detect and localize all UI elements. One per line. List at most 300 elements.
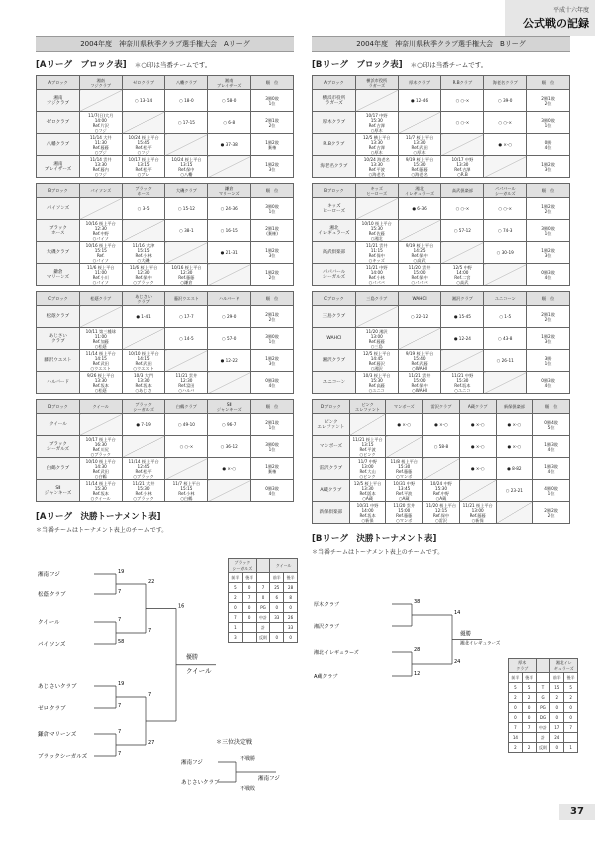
- match-cell: ○ 23-21: [496, 480, 533, 502]
- block-rank: 2勝1敗 2位: [251, 306, 294, 328]
- match-cell: ● ×-○: [459, 436, 496, 458]
- winner-label: 優勝: [186, 653, 199, 661]
- final-score-cell: 7: [522, 723, 536, 733]
- match-cell: 11/7(日)大月 14:00 Ref.片沢 ○フジ: [79, 112, 122, 134]
- final-score-cell: 26: [284, 613, 298, 623]
- block-row: [313, 436, 570, 458]
- block-row-team: A蔵クラブ: [313, 480, 350, 502]
- match-cell: 10/17 桜上平台 16:30 Ref.川尻 ○ブラック: [79, 436, 122, 458]
- block-row: [313, 372, 570, 394]
- block-row: [37, 480, 294, 502]
- league-b-tournament-note: ＊当番チームはトーナメント表上のチームです。: [312, 549, 444, 556]
- league-b-final-score-table: [508, 658, 578, 753]
- final-score-cell: 7: [564, 723, 578, 733]
- block-row-team: 厚木クラブ: [313, 112, 356, 134]
- match-cell: 10/17 中野 15:30 Ref.吉澤 ○厚木: [355, 112, 398, 134]
- match-cell: ● ×-○: [423, 414, 460, 436]
- final-score-header: [536, 659, 550, 673]
- match-cell: ● ×-○: [459, 458, 496, 480]
- block-rank: 3勝 1位: [527, 350, 570, 372]
- match-cell: ○ ○-×: [484, 112, 527, 134]
- match-cell: 12/5 桜上平台 13:30 Ref.阪本 ○A蔵: [349, 480, 386, 502]
- match-cell: [165, 458, 208, 480]
- match-cell: ○ ○-×: [165, 436, 208, 458]
- block-row: [37, 458, 294, 480]
- final-score-cell: 2: [229, 593, 243, 603]
- match-cell: 11/14 桜上平台 12:45 Ref.松平 ○ブラック: [122, 458, 165, 480]
- final-score-cell: 0: [242, 613, 256, 623]
- match-cell: 11/6 桜上平台 11:00 Ref.小川 ○パイソ: [79, 264, 122, 286]
- block-table: [312, 75, 570, 178]
- final-score-cell: 7: [242, 593, 256, 603]
- match-cell: 10/24 中野 15:30 Ref.中野 ○A蔵: [423, 480, 460, 502]
- block-team-header: 新保倶楽部: [496, 400, 533, 414]
- bracket-score: 7: [148, 692, 152, 698]
- final-score-cell: 15: [550, 683, 564, 693]
- match-cell: [496, 502, 533, 524]
- final-score-cell: 14: [509, 733, 523, 743]
- block-rank-header: 順 位: [251, 76, 294, 90]
- winner-name: クイール: [186, 666, 212, 675]
- final-score-header: クイール: [270, 559, 298, 573]
- block-row: [37, 220, 294, 242]
- bracket-team: 松蔭クラブ: [38, 592, 66, 598]
- final-score-cell: 0: [270, 603, 284, 613]
- league-b-tournament-heading: [Bリーグ 決勝トーナメント表]: [312, 534, 437, 544]
- bracket-team: 湘南フジ: [38, 572, 60, 578]
- final-score-cell: 2: [509, 743, 523, 753]
- block-row-team: 高武倶楽部: [313, 242, 356, 264]
- match-cell: [122, 220, 165, 242]
- block-rank: 1勝2敗 3位: [251, 242, 294, 264]
- final-score-cell: 7: [229, 613, 243, 623]
- block-rank: 1勝2敗 2位: [527, 198, 570, 220]
- block-row: [37, 198, 294, 220]
- match-cell: 10/31 中野 14:00 Ref.坂本 ○新保: [349, 502, 386, 524]
- block-row: [313, 90, 570, 112]
- match-cell: ● 1-41: [122, 306, 165, 328]
- match-cell: ○ 38-1: [165, 220, 208, 242]
- bracket-team: 鎌倉マリーンズ: [38, 732, 77, 738]
- block-rank: 0勝3敗 4位: [527, 372, 570, 394]
- block-rank: 1勝2敗 3位: [527, 328, 570, 350]
- block-row: [313, 414, 570, 436]
- final-score-col: 後半: [564, 673, 578, 683]
- match-cell: ● ×-○: [496, 414, 533, 436]
- block-rank: 1勝2敗 3位: [251, 156, 294, 178]
- match-cell: ● ×-○: [484, 134, 527, 156]
- match-cell: [355, 306, 398, 328]
- final-score-cell: 0: [522, 703, 536, 713]
- bracket-score: 7: [118, 729, 122, 735]
- league-a-block-heading: [36, 58, 294, 70]
- match-cell: 9/19 桜上平台 15:30 Ref.藤藤 ○海老名: [398, 156, 441, 178]
- match-cell: ○ 39-0: [484, 90, 527, 112]
- match-cell: ○ 16-15: [208, 220, 251, 242]
- block-team-header: 松蔭クラブ: [79, 292, 122, 306]
- match-cell: ○ 6-8: [208, 112, 251, 134]
- final-score-cell: G: [536, 693, 550, 703]
- third-place-heading: ＊三位決定戦: [216, 739, 253, 746]
- league-a-tournament-heading: [Aリーグ 決勝トーナメント表]: [36, 512, 161, 522]
- block-row: [37, 306, 294, 328]
- block-team-header: パパバール シーガルズ: [484, 184, 527, 198]
- match-cell: 9/19 桜上平台 15:40 Ref.武藤 ○WAHI: [398, 350, 441, 372]
- final-score-cell: 0: [550, 713, 564, 723]
- block-row-team: 松蔭クラブ: [37, 306, 80, 328]
- final-score-header: 湘北イレ ギュラーズ: [550, 659, 578, 673]
- block-row: [37, 414, 294, 436]
- bracket-team: A蔵クラブ: [314, 674, 338, 680]
- bracket-score: 24: [454, 659, 461, 665]
- match-cell: [79, 90, 122, 112]
- block-corner: Cブロック: [313, 292, 356, 306]
- bracket-score: 38: [414, 599, 421, 605]
- block-row: [37, 328, 294, 350]
- match-cell: [484, 264, 527, 286]
- block-team-header: キッズ ヒーローズ: [355, 184, 398, 198]
- block-row-team: 湘沢クラブ: [313, 350, 356, 372]
- block-rank-header: 順 位: [251, 400, 294, 414]
- league-b-block-heading-text: [Bリーグ ブロック表]: [312, 60, 403, 70]
- third-winner: 湘南フジ: [258, 776, 280, 782]
- third-team: あじさいクラブ: [181, 780, 220, 786]
- header-logo: [505, 0, 595, 36]
- block-row: [313, 220, 570, 242]
- final-score-cell: 6: [270, 593, 284, 603]
- league-b-note: ＊○印は当番チームです。: [410, 61, 488, 69]
- match-cell: 9/19 桜上平台 14:25 Ref.保中 ○高武: [398, 242, 441, 264]
- match-cell: 11/21 雲井 11:15 Ref.保中 ○キッズ: [355, 242, 398, 264]
- final-score-cell: 17: [550, 723, 564, 733]
- match-cell: 10/31 中野 13:45 Ref.平波 ○A蔵: [386, 480, 423, 502]
- block-corner: Dブロック: [313, 400, 350, 414]
- third-team: 湘南フジ: [181, 760, 203, 766]
- bracket-team: ブラックシーガルズ: [38, 754, 88, 760]
- final-score-cell: 5: [564, 683, 578, 693]
- final-score-cell: 0: [564, 703, 578, 713]
- final-score-col: 前半: [229, 573, 243, 583]
- match-cell: ○ 30-19: [484, 242, 527, 264]
- match-cell: ● 12-24: [441, 328, 484, 350]
- block-row: [37, 112, 294, 134]
- winner-label: 優勝: [460, 631, 472, 638]
- match-cell: [459, 480, 496, 502]
- final-score-cell: 0: [522, 713, 536, 723]
- third-result: 不戦敗: [240, 786, 256, 792]
- block-team-header: あじさい クラブ: [122, 292, 165, 306]
- final-score-cell: [242, 633, 256, 643]
- match-cell: ○ 15-12: [165, 198, 208, 220]
- match-cell: ○ 22-12: [398, 306, 441, 328]
- match-cell: [441, 242, 484, 264]
- block-row-team: 雷沢クラブ: [313, 458, 350, 480]
- block-row-team: 湘南 フジクラブ: [37, 90, 80, 112]
- block-rank-header: 順 位: [527, 184, 570, 198]
- final-score-cell: 3: [229, 633, 243, 643]
- final-score-cell: 0: [509, 703, 523, 713]
- block-row-team: ブラック シーガルズ: [37, 436, 80, 458]
- block-rank: 3勝0敗 1位: [251, 436, 294, 458]
- match-cell: ○ ○-×: [441, 112, 484, 134]
- block-row: [37, 134, 294, 156]
- page-number: 37: [559, 804, 595, 820]
- bracket-score: 7: [148, 628, 152, 634]
- match-cell: 11/14 桜上平台 14:15 Ref.武田 ○ウエスト: [79, 350, 122, 372]
- final-score-cell: 24: [550, 733, 564, 743]
- final-score-cell: [270, 623, 284, 633]
- match-cell: [79, 198, 122, 220]
- block-corner: Cブロック: [37, 292, 80, 306]
- block-corner: Aブロック: [313, 76, 356, 90]
- match-cell: 11/21 桜上平台 13:15 Ref.平波 ○ピンク: [349, 436, 386, 458]
- block-rank: 1勝2敗 棄権: [251, 134, 294, 156]
- block-team-header: ピンク エレファント: [349, 400, 386, 414]
- final-score-cell: 2: [522, 743, 536, 753]
- block-rank: 2勝2敗 2位: [533, 502, 570, 524]
- match-cell: 11/8 桜上平台 15:30 Ref.藤藤 ○マンボ: [386, 458, 423, 480]
- match-cell: 10/3 桜上平台 15:30 Ref.高藤 ○ユニコ: [355, 372, 398, 394]
- block-row: [37, 350, 294, 372]
- block-rank: 0勝 4位: [527, 134, 570, 156]
- block-row-team: 鎌倉 マリーンズ: [37, 264, 80, 286]
- block-corner: Bブロック: [313, 184, 356, 198]
- final-score-cell: 0: [550, 703, 564, 713]
- block-table: [312, 291, 570, 394]
- block-row: [313, 264, 570, 286]
- league-b-title: 2004年度 神奈川県秋季クラブ選手権大会 Bリーグ: [312, 36, 570, 52]
- match-cell: [398, 328, 441, 350]
- match-cell: ● ×-○: [208, 458, 251, 480]
- match-cell: ○ 58-8: [423, 436, 460, 458]
- match-cell: ● 6-36: [398, 198, 441, 220]
- match-cell: 10/24 桜上平台 13:15 Ref.保中 ○八幡: [165, 156, 208, 178]
- match-cell: [122, 112, 165, 134]
- bracket-score: 12: [414, 671, 421, 677]
- block-table: [36, 291, 294, 394]
- block-row-team: ゼロクラブ: [37, 112, 80, 134]
- block-team-header: WAHCI: [398, 292, 441, 306]
- final-score-cell: 0: [229, 603, 243, 613]
- block-row: [313, 112, 570, 134]
- final-score-cell: 0: [256, 593, 270, 603]
- block-team-header: 白鶴クラブ: [165, 400, 208, 414]
- block-rank-header: 順 位: [533, 400, 570, 414]
- block-team-header: 湘沢クラブ: [441, 292, 484, 306]
- match-cell: 10/24 海老名 13:30 Ref.平波 ○海老名: [355, 156, 398, 178]
- final-score-cell: 0: [242, 583, 256, 593]
- final-score-col: 前半: [550, 673, 564, 683]
- block-team-header: ブラック ホース: [122, 184, 165, 198]
- block-row-team: R.Bクラブ: [313, 134, 356, 156]
- block-row-team: ピンク エレファント: [313, 414, 350, 436]
- match-cell: ○ 3-5: [122, 198, 165, 220]
- block-row: [37, 90, 294, 112]
- final-score-cell: 5: [229, 583, 243, 593]
- final-score-cell: T: [536, 683, 550, 693]
- block-team-header: 高武倶楽部: [441, 184, 484, 198]
- block-row-team: 湘南 ブレイザーズ: [37, 156, 80, 178]
- block-rank: 3勝0敗 1位: [251, 198, 294, 220]
- match-cell: [208, 156, 251, 178]
- block-rank: 1勝2敗 3位: [527, 156, 570, 178]
- final-score-col: 後半: [242, 573, 256, 583]
- final-score-cell: [564, 733, 578, 743]
- block-rank: 3勝0敗 1位: [527, 112, 570, 134]
- block-team-header: 三島クラブ: [355, 292, 398, 306]
- match-cell: 12/5 桜上平台 14:45 Ref.藤沢 ○湘沢: [355, 350, 398, 372]
- block-rank: 1勝2敗 3位: [251, 350, 294, 372]
- block-rank: 2勝1敗 2位: [251, 112, 294, 134]
- league-b-column: [312, 36, 570, 556]
- match-cell: 11/6 桜上平台 12:30 Ref.保中 ○ブラック: [122, 264, 165, 286]
- final-score-cell: [242, 623, 256, 633]
- match-cell: [349, 414, 386, 436]
- match-cell: ○ 57-0: [208, 328, 251, 350]
- block-team-header: 八幡クラブ: [165, 76, 208, 90]
- block-row-team: マンボーズ: [313, 436, 350, 458]
- match-cell: 10/17 中野 13:30 Ref.吉澤 ○R.B: [441, 156, 484, 178]
- match-cell: 12/5 横上平台 13:30 Ref.吉澤 ○厚木: [355, 134, 398, 156]
- bracket-score: 7: [118, 703, 122, 709]
- bracket-score: 7: [118, 589, 122, 595]
- final-score-cell: 2: [564, 693, 578, 703]
- final-score-header: ブラック シーガルズ: [229, 559, 257, 573]
- match-cell: ● 15-45: [441, 306, 484, 328]
- match-cell: ● ×-○: [496, 436, 533, 458]
- final-score-cell: 0: [284, 633, 298, 643]
- match-cell: ○ ○-×: [484, 198, 527, 220]
- final-score-cell: PG: [536, 703, 550, 713]
- match-cell: ○ 24-36: [208, 198, 251, 220]
- match-cell: ● 8-82: [496, 458, 533, 480]
- match-cell: ○ 14-5: [165, 328, 208, 350]
- match-cell: ○ 43-8: [484, 328, 527, 350]
- final-score-cell: 8: [284, 593, 298, 603]
- league-a-title: 2004年度 神奈川県秋季クラブ選手権大会 Aリーグ: [36, 36, 294, 52]
- match-cell: [79, 414, 122, 436]
- block-team-header: 湘南 ブレイザーズ: [208, 76, 251, 90]
- match-cell: ● ×-○: [459, 414, 496, 436]
- final-score-col: 後半: [522, 673, 536, 683]
- match-cell: 10/17 桜上平台 13:15 Ref.松平 ○ブレ: [122, 156, 165, 178]
- final-score-cell: PG: [256, 603, 270, 613]
- match-cell: ○ 74-3: [484, 220, 527, 242]
- match-cell: [441, 134, 484, 156]
- bracket-score: 28: [414, 647, 421, 653]
- match-cell: 11/14 桜上平台 15:30 Ref.坂本 ○クイール: [79, 480, 122, 502]
- match-cell: 11/7 桜上平台 13:30 Ref.武田 ○厚木: [398, 134, 441, 156]
- bracket-team: クイール: [38, 620, 60, 626]
- block-team-header: ゼロクラブ: [122, 76, 165, 90]
- block-rank: 1勝2敗 3位: [527, 242, 570, 264]
- block-team-header: 湘南 フジクラブ: [79, 76, 122, 90]
- block-row: [313, 198, 570, 220]
- block-corner: Aブロック: [37, 76, 80, 90]
- match-cell: 11/21 中野 15:30 Ref.坂本 ○ユニコ: [441, 372, 484, 394]
- block-row-team: あじさい クラブ: [37, 328, 80, 350]
- header-subtitle: 平成十六年度: [552, 7, 589, 14]
- block-table: [312, 399, 570, 524]
- match-cell: 11/20 雲井 15:00 Ref.藤藤 ○マンボ: [386, 502, 423, 524]
- block-team-header: 藤沢ウエスト: [165, 292, 208, 306]
- block-row-team: キッズ ヒーローズ: [313, 198, 356, 220]
- bracket-score: 7: [118, 617, 122, 623]
- match-cell: 11/14 大井 11:30 Ref.藤藤 ○ブジ: [79, 134, 122, 156]
- match-cell: 11/7 桜上平台 15:15 Ref.小林 ○白鶴: [165, 480, 208, 502]
- bracket-team: 湘北イレギュラーズ: [314, 650, 359, 656]
- final-score-cell: 28: [284, 583, 298, 593]
- match-cell: [484, 156, 527, 178]
- block-team-header: パイソンズ: [79, 184, 122, 198]
- block-row-team: 海老名クラブ: [313, 156, 356, 178]
- final-score-cell: 1: [229, 623, 243, 633]
- block-rank: 1勝3敗 4位: [533, 458, 570, 480]
- final-score-cell: 33: [284, 623, 298, 633]
- block-rank: 1勝3敗 4位: [533, 436, 570, 458]
- block-team-header: SⅡ ジャンキーズ: [208, 400, 251, 414]
- match-cell: 11/21 中野 14:00 Ref.小林 ○パパバ: [355, 264, 398, 286]
- block-row: [313, 480, 570, 502]
- final-score-cell: 0: [242, 603, 256, 613]
- bracket-score: 19: [118, 569, 125, 575]
- block-row-team: パパバール シーガルズ: [313, 264, 356, 286]
- block-row-team: 大磯クラブ: [37, 242, 80, 264]
- final-score-cell: 7: [256, 583, 270, 593]
- block-row-team: 白鶴クラブ: [37, 458, 80, 480]
- match-cell: ● 12-22: [208, 350, 251, 372]
- final-score-cell: 33: [270, 613, 284, 623]
- match-cell: [484, 372, 527, 394]
- bracket-score: 22: [148, 579, 155, 585]
- final-score-cell: 0: [550, 743, 564, 753]
- final-score-cell: DG: [536, 713, 550, 723]
- match-cell: [355, 198, 398, 220]
- match-cell: ○ 58-0: [208, 90, 251, 112]
- block-row: [37, 372, 294, 394]
- header-title: 公式戦の記録: [523, 17, 589, 30]
- bracket-score: 19: [118, 681, 125, 687]
- block-rank-header: 順 位: [527, 292, 570, 306]
- block-row-team: WAHCI: [313, 328, 356, 350]
- final-score-cell: 25: [270, 583, 284, 593]
- match-cell: 11/21 雲井 15:00 Ref.保中 ○WAHI: [398, 372, 441, 394]
- block-row: [37, 264, 294, 286]
- final-score-cell: 5: [522, 683, 536, 693]
- final-score-cell: 7: [509, 723, 523, 733]
- match-cell: ● 37-38: [208, 134, 251, 156]
- match-cell: 11/21 桜上平台 13:00 Ref.藤藤 ○新保: [459, 502, 496, 524]
- final-score-cell: 1: [564, 743, 578, 753]
- match-cell: 11/21 大井 15:30 Ref.小林 ○ブラック: [122, 480, 165, 502]
- block-team-header: ハルバード: [208, 292, 251, 306]
- block-team-header: 海老名クラブ: [484, 76, 527, 90]
- final-score-cell: 2: [550, 693, 564, 703]
- league-a-column: [36, 36, 294, 534]
- block-rank: 0勝3敗 4位: [251, 480, 294, 502]
- match-cell: [165, 350, 208, 372]
- final-score-col: 前半: [270, 573, 284, 583]
- block-table: [36, 75, 294, 178]
- match-cell: 11/20 湘沢 13:00 Ref.藤藤 ○三島: [355, 328, 398, 350]
- match-cell: [441, 350, 484, 372]
- league-a-note: ＊○印は当番チームです。: [134, 61, 212, 69]
- block-corner: Bブロック: [37, 184, 80, 198]
- third-result: 不戦勝: [240, 756, 256, 762]
- block-row-team: 八幡クラブ: [37, 134, 80, 156]
- final-score-cell: 5: [509, 683, 523, 693]
- block-row: [313, 502, 570, 524]
